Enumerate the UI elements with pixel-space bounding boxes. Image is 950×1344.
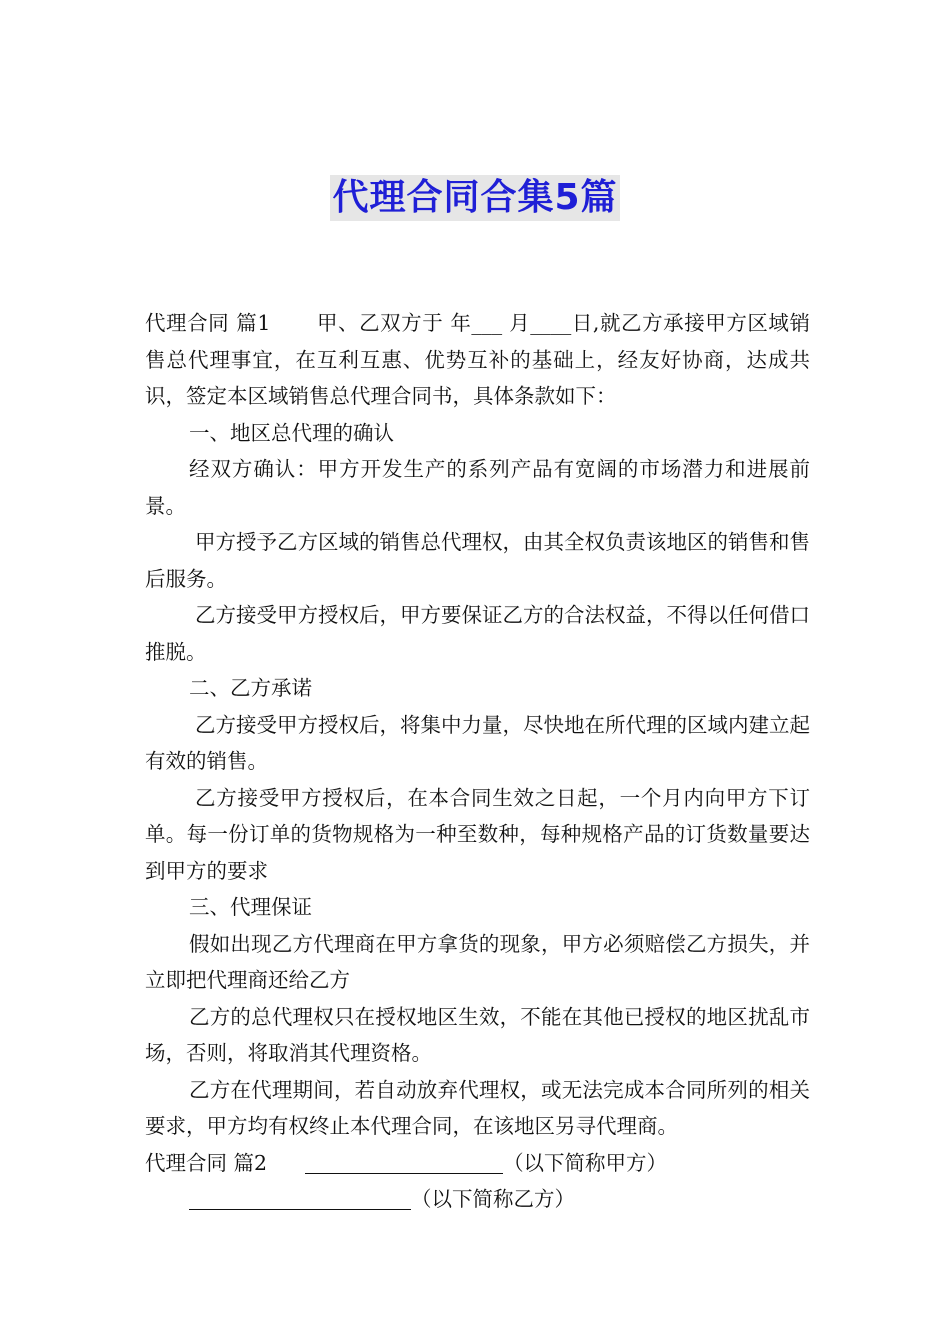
section3-paragraph-2: 乙方的总代理权只在授权地区生效，不能在其他已授权的地区扰乱市场，否则，将取消其代理资格。 xyxy=(145,1004,810,1065)
section3-paragraph-1: 假如出现乙方代理商在甲方拿货的现象，甲方必须赔偿乙方损失，并立即把代理商还给乙方 xyxy=(145,931,810,992)
article2-party-b-line xyxy=(145,1181,810,1218)
party-a-label: （以下简称甲方） xyxy=(503,1150,668,1175)
article1-heading: 代理合同 篇1 xyxy=(145,311,271,335)
section2-title: 二、乙方承诺 xyxy=(189,676,312,700)
party-b-label: （以下简称乙方） xyxy=(411,1187,575,1211)
section1-paragraph-2: 甲方授予乙方区域的销售总代理权，由其全权负责该地区的销售和售后服务。 xyxy=(145,530,810,591)
article2-party-a-line xyxy=(145,1145,810,1182)
document-title-wrap xyxy=(0,175,950,221)
article2-heading: 代理合同 篇2 xyxy=(145,1150,268,1175)
party-b-blank-line xyxy=(189,1185,411,1210)
section2-paragraph-2: 乙方接受甲方授权后，在本合同生效之日起，一个月内向甲方下订单。每一份订单的货物规格为一种至数种，每种规格产品的订货数量要达到甲方的要求 xyxy=(145,785,810,883)
section3-paragraph-3: 乙方在代理期间，若自动放弃代理权，或无法完成本合同所列的相关要求，甲方均有权终止本代理合同，在该地区另寻代理商。 xyxy=(145,1077,810,1138)
article1-intro-paragraph xyxy=(145,305,810,415)
section1-title: 一、地区总代理的确认 xyxy=(189,420,394,445)
section1-paragraph-3: 乙方接受甲方授权后，甲方要保证乙方的合法权益，不得以任何借口推脱。 xyxy=(145,603,810,664)
document-title: 代理合同合集5篇 xyxy=(330,175,619,221)
document-body xyxy=(145,305,810,1218)
party-a-blank-line xyxy=(305,1149,503,1174)
article1-intro: 甲、乙双方于 年___ 月____日,就乙方承接甲方区域销售总代理事宜，在互利互惠、优势互补的基础上，经友好协商，达成共识，签定本区域销售总代理合同书，具体条款如下： xyxy=(145,311,810,408)
section1-paragraph-1: 经双方确认：甲方开发生产的系列产品有宽阔的市场潜力和进展前景。 xyxy=(145,457,810,518)
section2-paragraph-1: 乙方接受甲方授权后，将集中力量，尽快地在所代理的区域内建立起有效的销售。 xyxy=(145,712,810,773)
section3-title: 三、代理保证 xyxy=(189,895,312,919)
